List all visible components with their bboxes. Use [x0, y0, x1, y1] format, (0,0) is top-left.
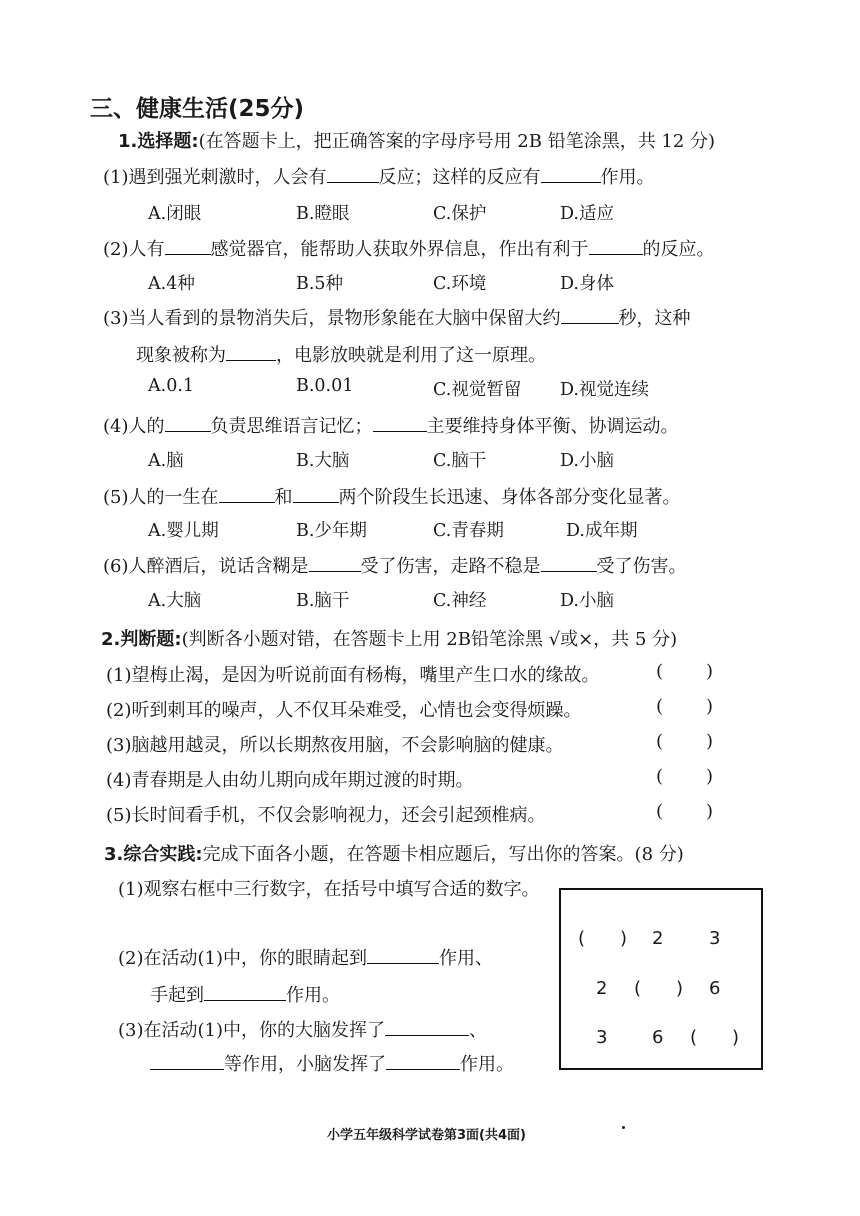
q3-item-3-line-2: [150, 1050, 514, 1076]
q3-item-2: [118, 944, 493, 970]
grid-cell[interactable]: (: [690, 1027, 698, 1048]
q2-label: 2.判断题:: [101, 629, 182, 650]
q1-item-6: [103, 552, 687, 578]
q1-item-1-text-c: 作用。: [600, 167, 655, 188]
q1-item-1-option-d[interactable]: D.适应: [560, 204, 614, 224]
q2-item-2-answer-open[interactable]: (: [656, 696, 664, 717]
q2-item-1: (1)望梅止渴，是因为听说前面有杨梅，嘴里产生口水的缘故。: [106, 665, 600, 686]
q2-instructions: (判断各小题对错，在答题卡上用 2B铅笔涂黑 √或×，共 5 分): [181, 629, 678, 650]
q1-item-4: [103, 412, 679, 438]
grid-cell[interactable]: ): [676, 978, 684, 999]
answer-blank[interactable]: [541, 553, 597, 572]
q1-item-3-text-d: ，电影放映就是利用了这一原理。: [276, 345, 546, 366]
q1-item-2-text-b: 感觉器官，能帮助人获取外界信息，作出有利于: [210, 239, 589, 260]
q1-item-2-text-a: (2)人有: [103, 239, 165, 260]
q1-item-2: [103, 235, 715, 261]
q2-item-4-answer-close[interactable]: ): [706, 766, 714, 787]
q1-item-5: [103, 483, 681, 509]
grid-cell[interactable]: ): [732, 1027, 740, 1048]
q2-heading: [101, 625, 677, 651]
q3-heading: [104, 840, 684, 866]
q1-item-1-text-b: 反应；这样的反应有: [378, 167, 541, 188]
q1-item-5-option-a[interactable]: A.婴儿期: [148, 521, 219, 541]
q1-heading: [118, 127, 715, 153]
q1-item-1-option-c[interactable]: C.保护: [433, 204, 487, 224]
q1-item-2-option-d[interactable]: D.身体: [560, 274, 614, 294]
grid-cell: 6: [652, 1027, 664, 1048]
q2-item-5-answer-close[interactable]: ): [706, 801, 714, 822]
answer-blank[interactable]: [386, 1051, 460, 1070]
q1-label: 1.选择题:: [118, 131, 199, 152]
grid-cell: 2: [596, 978, 608, 999]
q1-item-6-option-b[interactable]: B.脑干: [296, 591, 350, 611]
answer-blank[interactable]: [150, 1051, 224, 1070]
q2-item-3: (3)脑越用越灵，所以长期熬夜用脑，不会影响脑的健康。: [106, 735, 564, 756]
q1-item-6-text-b: 受了伤害，走路不稳是: [360, 556, 541, 577]
q1-item-5-text-b: 和: [274, 487, 293, 508]
q1-item-3-text-c: 现象被称为: [136, 345, 226, 366]
q1-item-3-option-b[interactable]: B.0.01: [296, 376, 354, 396]
q2-item-1-answer-open[interactable]: (: [656, 661, 664, 682]
grid-cell[interactable]: (: [578, 928, 586, 949]
answer-blank[interactable]: [165, 413, 211, 432]
answer-blank[interactable]: [561, 305, 619, 324]
q1-item-5-text-c: 两个阶段生长迅速、身体各部分变化显著。: [338, 487, 681, 508]
q2-item-5: (5)长时间看手机，不仅会影响视力，还会引起颈椎病。: [106, 805, 546, 826]
q1-instructions: (在答题卡上，把正确答案的字母序号用 2B 铅笔涂黑，共 12 分): [198, 131, 716, 152]
q1-item-1-option-b[interactable]: B.瞪眼: [296, 204, 350, 224]
q1-item-4-option-c[interactable]: C.脑干: [433, 451, 487, 471]
q3-label: 3.综合实践:: [104, 844, 203, 865]
answer-blank[interactable]: [541, 164, 601, 183]
q1-item-1-option-a[interactable]: A.闭眼: [148, 204, 202, 224]
q1-item-4-option-b[interactable]: B.大脑: [296, 451, 350, 471]
q3-item-3-text-a: (3)在活动(1)中，你的大脑发挥了: [118, 1020, 385, 1041]
q1-item-6-option-d[interactable]: D.小脑: [560, 591, 614, 611]
q1-item-6-text-c: 受了伤害。: [596, 556, 687, 577]
q1-item-3-option-d[interactable]: D.视觉连续: [560, 380, 649, 400]
q1-item-2-option-a[interactable]: A.4种: [148, 274, 195, 294]
grid-cell: 2: [652, 928, 664, 949]
q1-item-4-text-b: 负责思维语言记忆；: [210, 416, 373, 437]
grid-cell: 6: [709, 978, 721, 999]
q2-item-4-answer-open[interactable]: (: [656, 766, 664, 787]
q1-item-2-text-c: 的反应。: [642, 239, 715, 260]
answer-blank[interactable]: [589, 236, 643, 255]
q1-item-3-text-a: (3)当人看到的景物消失后，景物形象能在大脑中保留大约: [103, 308, 561, 329]
answer-blank[interactable]: [367, 945, 439, 964]
answer-blank[interactable]: [373, 413, 427, 432]
q1-item-2-option-c[interactable]: C.环境: [433, 274, 487, 294]
q1-item-1: [103, 163, 655, 189]
q1-item-4-text-a: (4)人的: [103, 416, 165, 437]
q3-item-3-text-b: 、: [469, 1020, 487, 1041]
q3-item-2-text-c: 手起到: [150, 985, 204, 1006]
q1-item-4-text-c: 主要维持身体平衡、协调运动。: [426, 416, 679, 437]
page-footer: 小学五年级科学试卷第3面(共4面): [327, 1128, 526, 1143]
q2-item-2: (2)听到刺耳的噪声，人不仅耳朵难受，心情也会变得烦躁。: [106, 700, 582, 721]
q1-item-5-option-b[interactable]: B.少年期: [296, 521, 367, 541]
grid-cell: 3: [596, 1027, 608, 1048]
q3-item-2-text-d: 作用。: [286, 985, 340, 1006]
q2-item-1-answer-close[interactable]: ): [706, 661, 714, 682]
grid-cell[interactable]: ): [620, 928, 628, 949]
answer-blank[interactable]: [226, 342, 276, 361]
q2-item-5-answer-open[interactable]: (: [656, 801, 664, 822]
q3-item-2-text-b: 作用、: [439, 948, 493, 969]
q1-item-3-line-2: [136, 341, 546, 367]
q3-item-2-line-2: [150, 981, 340, 1007]
q3-item-3-text-c: 等作用，小脑发挥了: [224, 1054, 386, 1075]
q1-item-6-option-c[interactable]: C.神经: [433, 591, 487, 611]
q1-item-4-option-a[interactable]: A.脑: [148, 451, 184, 471]
q1-item-5-text-a: (5)人的一生在: [103, 487, 219, 508]
q1-item-3: [103, 304, 691, 330]
answer-blank[interactable]: [309, 553, 361, 572]
answer-blank[interactable]: [204, 982, 286, 1001]
q1-item-3-option-a[interactable]: A.0.1: [148, 376, 195, 396]
q1-item-5-option-c[interactable]: C.青春期: [433, 521, 504, 541]
q1-item-6-text-a: (6)人醉酒后，说话含糊是: [103, 556, 309, 577]
q2-item-4: (4)青春期是人由幼儿期向成年期过渡的时期。: [106, 770, 474, 791]
q3-item-3: [118, 1016, 487, 1042]
q3-instructions: 完成下面各小题，在答题卡相应题后，写出你的答案。(8 分): [202, 844, 684, 865]
q1-item-4-option-d[interactable]: D.小脑: [560, 451, 614, 471]
q1-item-3-text-b: 秒，这种: [618, 308, 691, 329]
q2-item-3-answer-close[interactable]: ): [706, 731, 714, 752]
q1-item-2-option-b[interactable]: B.5种: [296, 274, 344, 294]
q1-item-6-option-a[interactable]: A.大脑: [148, 591, 202, 611]
answer-blank[interactable]: [165, 236, 211, 255]
q3-item-1: (1)观察右框中三行数字，在括号中填写合适的数字。: [118, 879, 540, 900]
answer-blank[interactable]: [385, 1017, 469, 1036]
answer-blank[interactable]: [327, 164, 379, 183]
q3-item-3-text-d: 作用。: [460, 1054, 514, 1075]
q2-item-2-answer-close[interactable]: ): [706, 696, 714, 717]
scan-speck: [622, 1126, 625, 1129]
grid-cell: 3: [709, 928, 721, 949]
section-title: 三、健康生活(25分): [90, 96, 305, 122]
q2-item-3-answer-open[interactable]: (: [656, 731, 664, 752]
q1-item-3-option-c[interactable]: C.视觉暂留: [433, 380, 522, 400]
q1-item-5-option-d[interactable]: D.成年期: [566, 521, 638, 541]
answer-blank[interactable]: [219, 484, 275, 503]
q3-item-2-text-a: (2)在活动(1)中，你的眼睛起到: [118, 948, 367, 969]
q1-item-1-text-a: (1)遇到强光刺激时，人会有: [103, 167, 327, 188]
answer-blank[interactable]: [293, 484, 339, 503]
grid-cell[interactable]: (: [634, 978, 642, 999]
